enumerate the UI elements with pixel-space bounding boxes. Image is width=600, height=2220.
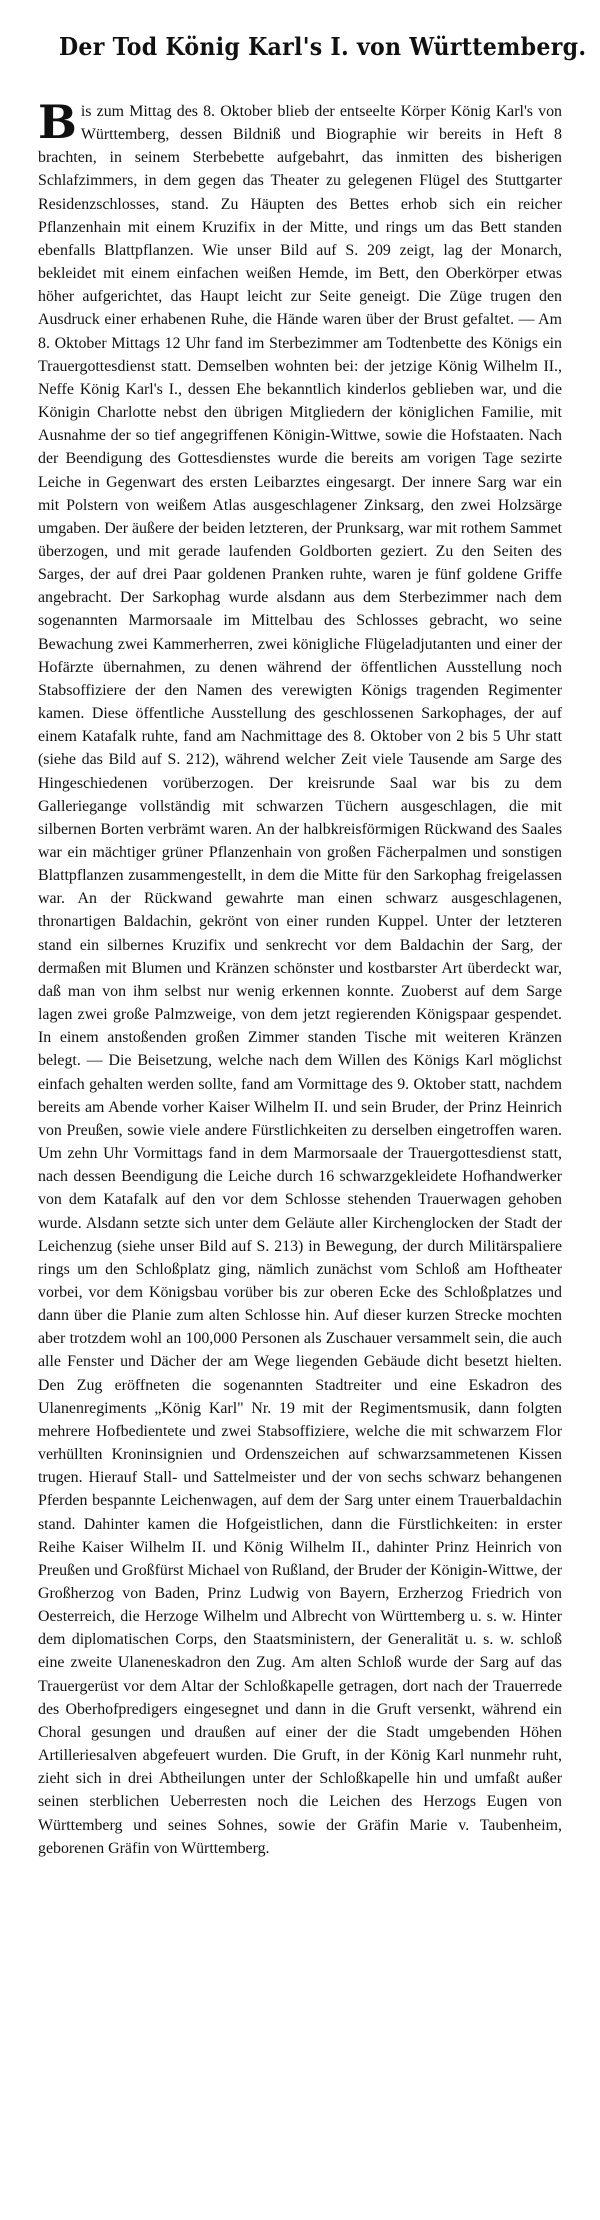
article-body-text: is zum Mittag des 8. Oktober blieb der entseelte Körper König Karl's von Württemberg, dessen Bildniß und Biographie wir bereits in Heft 8 brachten, in seinem Sterbebette aufgebahrt, das inmitten des bisherigen Schlafzimmers, in dem gegen das Theater zu gelegenen Flügel des Stuttgarter Residenzschlosses, stand. Zu Häupten des Bettes erhob sich ein reicher Pflanzenhain mit einem Kruzifix in der Mitte, und rings um das Bett standen ebenfalls Blattpflanzen. Wie unser Bild auf S. 209 zeigt, lag der Monarch, bekleidet mit einem einfachen weißen Hemde, im Bett, den Oberkörper etwas höher aufgerichtet, das Haupt leicht zur Seite geneigt. Die Züge trugen den Ausdruck einer erhabenen Ruhe, die Hände waren über der Brust gefaltet. — Am 8. Oktober Mittags 12 Uhr fand im Sterbezimmer am Todtenbette des Königs ein Trauergottesdienst statt. Demselben wohnten bei: der jetzige König Wilhelm II., Neffe König Karl's I., dessen Ehe bekanntlich kinderlos geblieben war, und die Königin Charlotte nebst den übrigen Mitgliedern der königlichen Familie, mit Ausnahme der so tief angegriffenen Königin-Wittwe, sowie die Hofstaaten. Nach der Beendigung des Gottesdienstes wurde die bereits am vorigen Tage sezirte Leiche in Gegenwart des ersten Leibarztes eingesargt. Der innere Sarg war ein mit Polstern von weißem Atlas ausgeschlagener Zinksarg, den zwei Holzsärge umgaben. Der äußere der beiden letzteren, der Prunksarg, war mit rothem Sammet überzogen, und mit gerade laufenden Goldborten geziert. Zu den Seiten des Sarges, der auf drei Paar goldenen Pranken ruhte, waren je fünf goldene Griffe angebracht. Der Sarkophag wurde alsdann aus dem Sterbezimmer nach dem sogenannten Marmorsaale im Mittelbau des Schlosses gebracht, wo seine Bewachung zwei Kammerherren, zwei königliche Flügeladjutanten und einer der Hofärzte übernahmen, zu denen während der öffentlichen Ausstellung noch Stabsoffiziere der den Namen des verewigten Königs tragenden Regimenter kamen. Diese öffentliche Ausstellung des geschlossenen Sarkophages, der auf einem Katafalk ruhte, fand am Nachmittage des 8. Oktober von 2 bis 5 Uhr statt (siehe das Bild auf S. 212), während welcher Zeit viele Tausende am Sarge des Hingeschiedenen vorüberzogen. Der kreisrunde Saal war bis zu dem Galleriegange vollständig mit schwarzen Tüchern ausgeschlagen, die mit silbernen Borten verbrämt waren. An der halbkreisförmigen Rückwand des Saales war ein mächtiger grüner Pflanzenhain von großen Fächerpalmen und sonstigen Blattpflanzen zusammengestellt, in dem die Mitte für den Sarkophag freigelassen war. An der Rückwand gewahrte man einen schwarz ausgeschlagenen, thronartigen Baldachin, gekrönt von einer runden Kuppel. Unter der letzteren stand ein silbernes Kruzifix und senkrecht vor dem Baldachin der Sarg, der dermaßen mit Blumen und Kränzen schönster und kostbarster Art überdeckt war, daß man von ihm selbst nur wenig erkennen konnte. Zuoberst auf dem Sarge lagen zwei große Palmzweige, von dem jetzt regierenden Königspaar gespendet. In einem anstoßenden großen Zimmer standen Tische mit weiteren Kränzen belegt. — Die Beisetzung, welche nach dem Willen des Königs Karl möglichst einfach gehalten werden sollte, fand am Vormittage des 9. Oktober statt, nachdem bereits am Abende vorher Kaiser Wilhelm II. und sein Bruder, der Prinz Heinrich von Preußen, sowie viele andere Fürstlichkeiten zu derselben eingetroffen waren. Um zehn Uhr Vormittags fand in dem Marmorsaale der Trauergottesdienst statt, nach dessen Beendigung die Leiche durch 16 schwarzgekleidete Hofhandwerker von dem Katafalk auf den vor dem Schlosse stehenden Trauerwagen gehoben wurde. Alsdann setzte sich unter dem Geläute aller Kirchenglocken der Stadt der Leichenzug (siehe unser Bild auf S. 213) in Bewegung, der durch Militärspaliere rings um den Schloßplatz ging, nämlich zunächst vom Schloß am Hoftheater vorbei, vor dem Königsbau vorüber bis zur oberen Ecke des Schloßplatzes und dann über die Planie zum alten Schlosse hin. Auf dieser kurzen Strecke mochten aber trotzdem wohl an 100,000 Personen als Zuschauer versammelt sein, die auch alle Fenster und Dächer der am Wege liegenden Gebäude dicht besetzt hielten. Den Zug eröffneten die sogenannten Stadtreiter und eine Eskadron des Ulanenregiments „König Karl" Nr. 19 mit der Regimentsmusik, dann folgten mehrere Hofbedientete und zwei Stabsoffiziere, welche die mit schwarzem Flor verhüllten Kroninsignien und Ordenszeichen auf schwarzsammetenen Kissen trugen. Hierauf Stall- und Sattelmeister und der von sechs schwarz behangenen Pferden bespannte Leichenwagen, auf dem der Sarg unter einem Trauerbaldachin stand. Dahinter kamen die Hofgeistlichen, dann die Fürstlichkeiten: in erster Reihe Kaiser Wilhelm II. und König Wilhelm II., dahinter Prinz Heinrich von Preußen und Großfürst Michael von Rußland, der Bruder der Königin-Wittwe, der Großherzog von Baden, Prinz Ludwig von Bayern, Erzherzog Friedrich von Oesterreich, die Herzoge Wilhelm und Albrecht von Württemberg u. s. w. Hinter dem diplomatischen Corps, den Staatsministern, der Generalität u. s. w. schloß eine zweite Ulaneneskadron den Zug. Am alten Schloß wurde der Sarg auf das Trauergerüst vor dem Altar der Schloßkapelle getragen, dort nach der Trauerrede des Oberhofpredigers eingesegnet und dann in die Gruft versenkt, während ein Choral gesungen und draußen auf einer der die Stadt umgebenden Höhen Artilleriesalven abgefeuert wurden. Die Gruft, in der König Karl nunmehr ruht, zieht sich in drei Abtheilungen unter der Schloßkapelle hin und umfaßt außer seinen sterblichen Ueberresten noch die Leichen des Herzogs Eugen von Württemberg und seines Sohnes, sowie der Gräfin Marie v. Taubenheim, geborenen Gräfin von Württemberg. bbox=[38, 103, 562, 1857]
article-title: Der Tod König Karl's I. von Württemberg. bbox=[58, 32, 587, 61]
article-body bbox=[38, 95, 562, 1860]
drop-cap-initial: B bbox=[38, 95, 77, 149]
